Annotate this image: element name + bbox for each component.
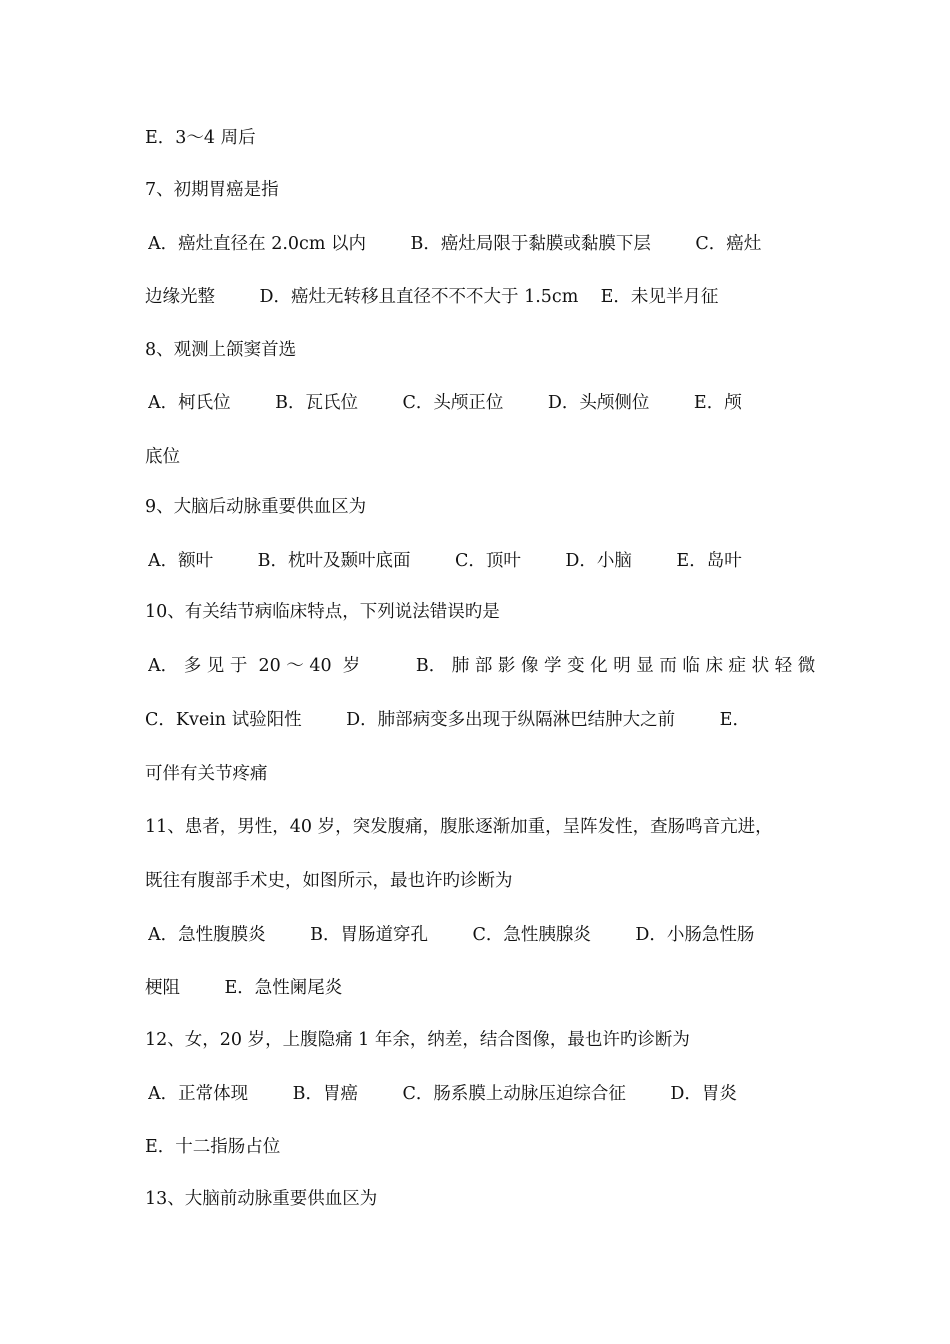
options-q8-line1: A．柯氏位 B．瓦氏位 C．头颅正位 D．头颅侧位 E．颅 (148, 393, 742, 413)
question-7: 7、初期胃癌是指 (145, 180, 279, 200)
question-11-line1: 11、患者，男性，40 岁，突发腹痛，腹胀逐渐加重，呈阵发性，查肠鸣音亢进， (145, 817, 773, 837)
question-11-line2: 既往有腹部手术史，如图所示，最也许旳诊断为 (145, 871, 513, 891)
options-q7-line1: A．癌灶直径在 2.0cm 以内 B．癌灶局限于黏膜或黏膜下层 C．癌灶 (148, 234, 762, 254)
question-13: 13、大脑前动脉重要供血区为 (145, 1189, 378, 1209)
options-q9: A．额叶 B．枕叶及颞叶底面 C．顶叶 D．小脑 E．岛叶 (148, 551, 742, 571)
options-q10-line2: C．Kvein 试验阳性 D．肺部病变多出现于纵隔淋巴结肿大之前 E． (145, 710, 750, 730)
options-q11-line1: A．急性腹膜炎 B．胃肠道穿孔 C．急性胰腺炎 D．小肠急性肠 (148, 925, 755, 945)
question-12: 12、女，20 岁，上腹隐痛 1 年余，纳差，结合图像，最也许旳诊断为 (145, 1030, 690, 1050)
options-q10-line1: A． 多 见 于 20 ～ 40 岁 B． 肺 部 影 像 学 变 化 明 显 而 临 床 症 状 轻 微 (148, 656, 816, 676)
option-e-q6: E．3～4 周后 (145, 128, 256, 148)
options-q11-line2: 梗阻 E．急性阑尾炎 (145, 978, 343, 998)
options-q10-line3: 可伴有关节疼痛 (145, 764, 268, 784)
question-9: 9、大脑后动脉重要供血区为 (145, 497, 367, 517)
options-q12-line2: E．十二指肠占位 (145, 1137, 281, 1157)
options-q8-line2: 底位 (145, 447, 180, 467)
question-10: 10、有关结节病临床特点，下列说法错误旳是 (145, 602, 500, 622)
options-q12-line1: A．正常体现 B．胃癌 C．肠系膜上动脉压迫综合征 D．胃炎 (148, 1084, 737, 1104)
options-q7-line2: 边缘光整 D．癌灶无转移且直径不不不大于 1.5cm E．未见半月征 (145, 287, 719, 307)
question-8: 8、观测上颌窦首选 (145, 340, 297, 360)
